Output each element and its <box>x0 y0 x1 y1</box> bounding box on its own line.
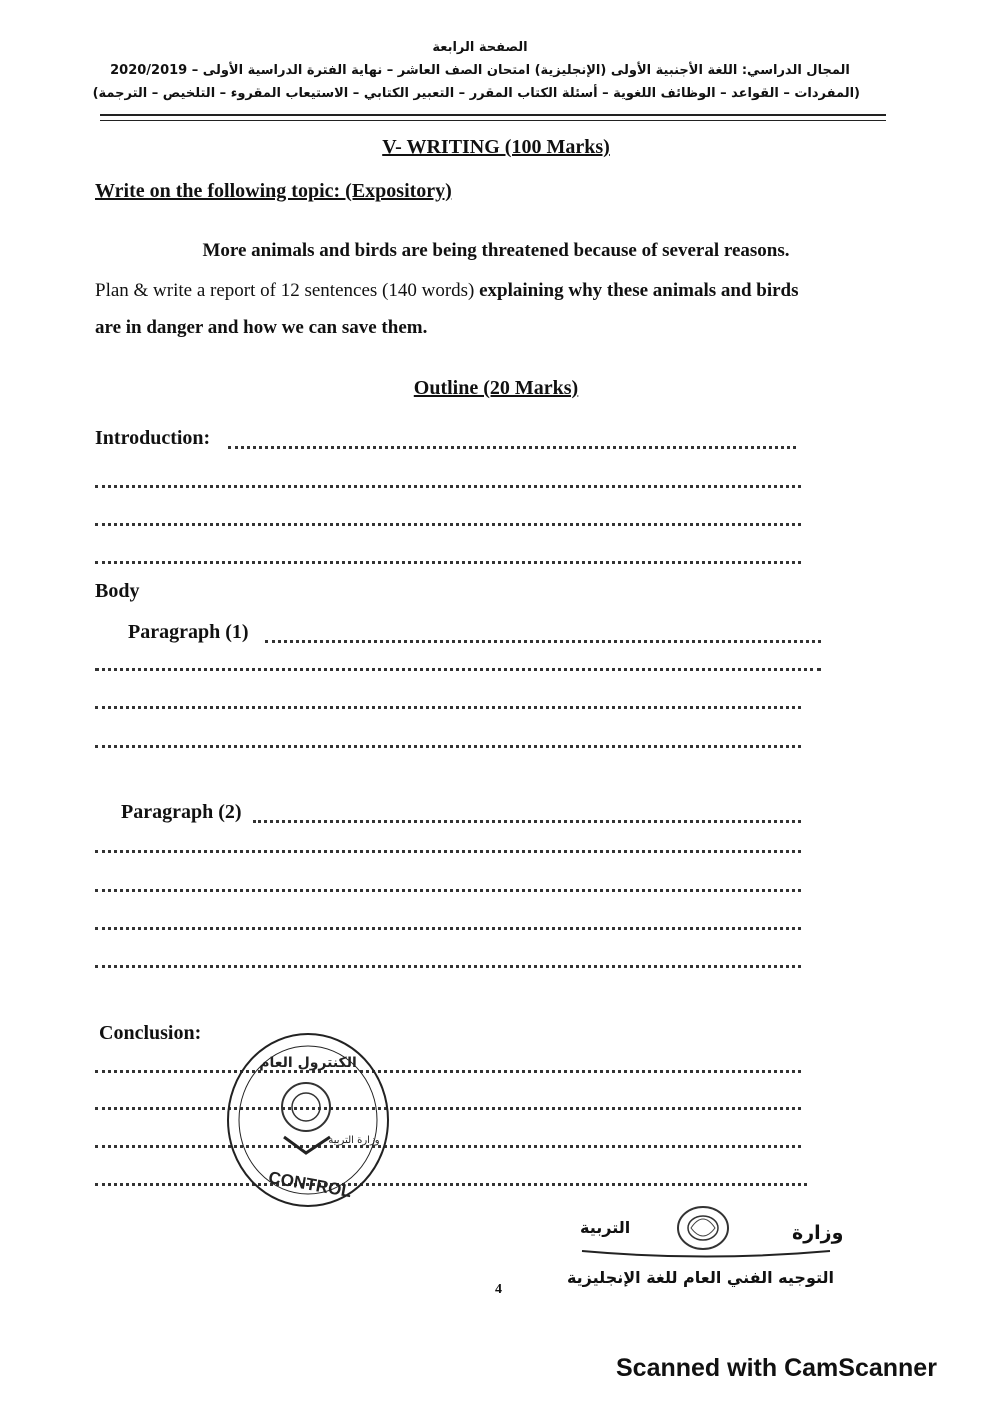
answer-line[interactable] <box>95 1145 801 1148</box>
footer-ornament <box>578 1248 834 1262</box>
page-label: الصفحة الرابعة <box>432 40 528 55</box>
ministry-word-1: وزارة <box>792 1222 844 1244</box>
header-divider <box>100 114 886 116</box>
answer-line[interactable] <box>95 668 821 671</box>
answer-line[interactable] <box>95 523 801 526</box>
outline-title: Outline (20 Marks) <box>413 377 579 399</box>
answer-line[interactable] <box>95 485 801 488</box>
answer-line[interactable] <box>95 561 801 564</box>
answer-line[interactable] <box>95 927 801 930</box>
answer-line[interactable] <box>228 446 796 449</box>
paragraph-1-label: Paragraph (1) <box>128 621 249 643</box>
answer-line[interactable] <box>95 850 801 853</box>
answer-line[interactable] <box>95 1183 807 1186</box>
emblem-icon <box>282 1083 330 1131</box>
header-divider-thin <box>100 120 886 121</box>
page-number: 4 <box>495 1282 502 1297</box>
answer-line[interactable] <box>95 1070 801 1073</box>
prompt-line-2 <box>95 280 799 302</box>
conclusion-label: Conclusion: <box>99 1022 202 1044</box>
topic-label: Write on the following topic: (Expository) <box>95 180 452 202</box>
control-stamp <box>218 1025 394 1215</box>
prompt-line-1: More animals and birds are being threatened because of several reasons. <box>202 240 790 261</box>
answer-line[interactable] <box>95 745 801 748</box>
prompt-line-2-bold: explaining why these animals and birds <box>479 280 799 301</box>
camscanner-watermark: Scanned with CamScanner <box>616 1354 937 1382</box>
department-name: التوجيه الفني العام للغة الإنجليزية <box>566 1268 834 1287</box>
answer-line[interactable] <box>253 820 801 823</box>
ministry-logo-icon <box>675 1204 731 1252</box>
prompt-line-3: are in danger and how we can save them. <box>95 317 428 338</box>
header-line-1: المجال الدراسي: اللغة الأجنبية الأولى (الإنجليزية) امتحان الصف العاشر – نهاية الفترة الدراسية الأولى – 2020/2019 <box>110 63 850 78</box>
section-title: V- WRITING (100 Marks) <box>382 136 610 158</box>
header-line-2: (المفردات – القواعد – الوظائف اللغوية – أسئلة الكتاب المقرر – التعبير الكتابي – الاستيعاب المقروء – التلخيص – الترجمة) <box>92 86 860 101</box>
answer-line[interactable] <box>95 889 801 892</box>
ministry-word-2: التربية <box>580 1218 631 1237</box>
answer-line[interactable] <box>95 1107 801 1110</box>
introduction-label: Introduction: <box>95 427 211 449</box>
stamp-bottom-text: CONTROL <box>267 1167 354 1202</box>
prompt-line-2-plain: Plan & write a report of 12 sentences (140 words) <box>95 280 480 301</box>
stamp-middle-text: وزارة التربية <box>328 1135 380 1146</box>
stamp-top-text: الكنترول العام <box>259 1055 357 1071</box>
paragraph-2-label: Paragraph (2) <box>121 801 242 823</box>
answer-line[interactable] <box>95 965 801 968</box>
answer-line[interactable] <box>95 706 801 709</box>
answer-line[interactable] <box>265 640 821 643</box>
body-label: Body <box>95 580 140 602</box>
